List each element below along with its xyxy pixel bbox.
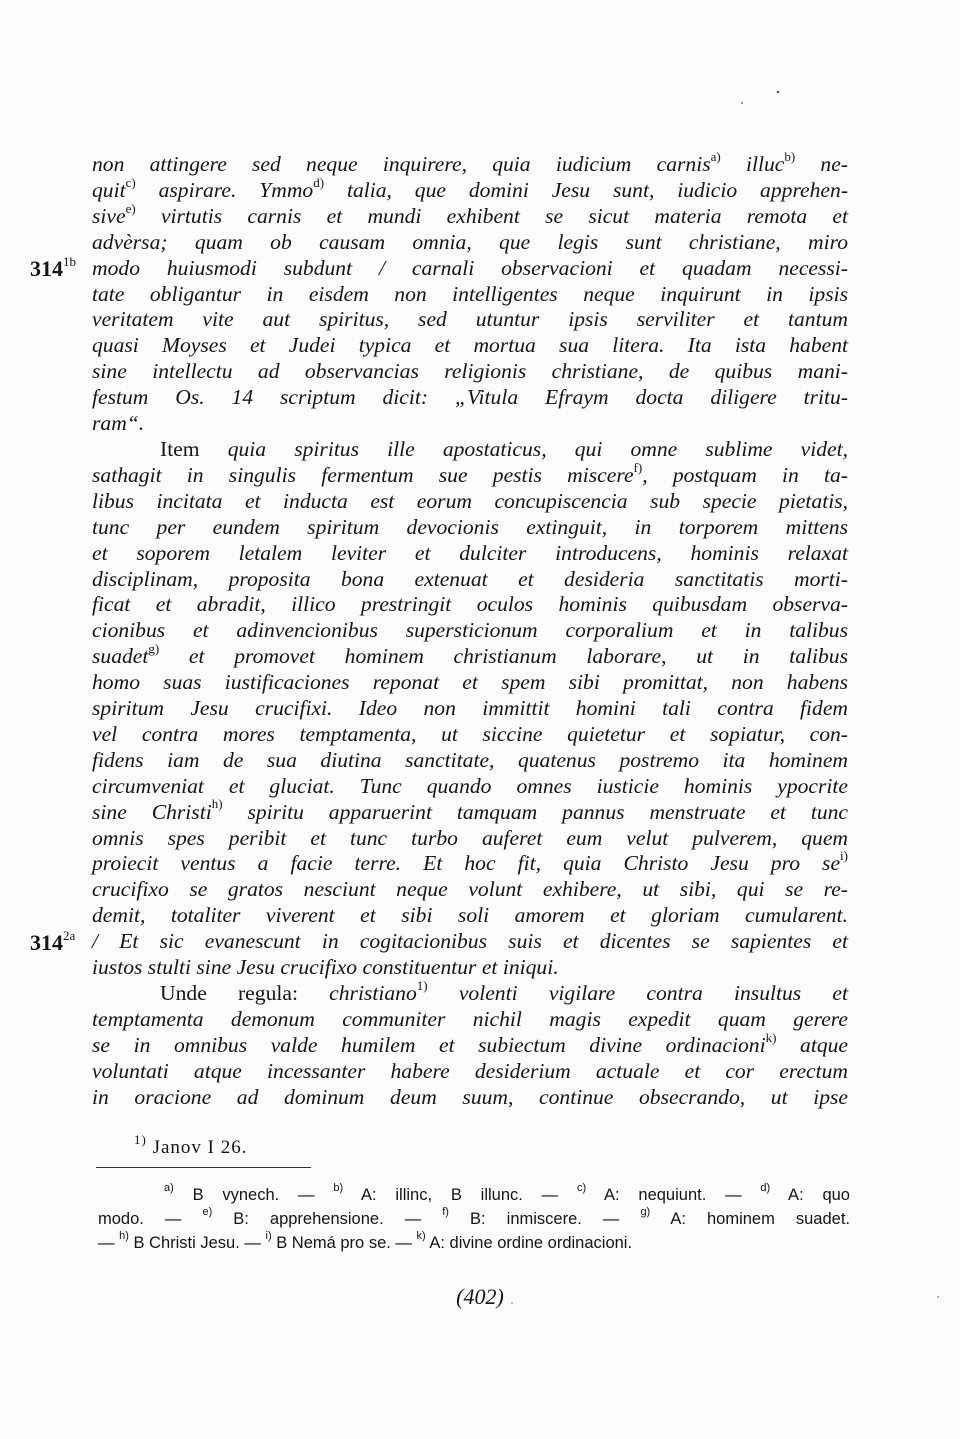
text-line: spiritum Jesu crucifixi. Ideo non immittit homini tali contra fidem xyxy=(92,696,848,721)
text-line: demit, totaliter viverent et sibi soli amorem et gloriam cumularent. xyxy=(92,903,848,928)
text-line: festum Os. 14 scriptum dicit: „Vitula Efraym docta diligere tritu- xyxy=(92,385,848,410)
text-line: suadet$^{g)}$ et promovet hominem christianum laborare, ut in talibus xyxy=(92,641,848,669)
footnote-line: modo. — $^{e)}$ B: apprehensione. — $^{f)}$ B: inmiscere. — $^{g)}$ A: hominem suadet. xyxy=(98,1205,851,1228)
text-line: omnis spes peribit et tunc turbo auferet eum velut pulverem, quem xyxy=(92,825,848,850)
text-line: ram“. xyxy=(92,411,145,436)
text-line: advèrsa; quam ob causam omnia, que legis sunt christiane, miro xyxy=(92,229,848,254)
text-line: tate obligantur in eisdem non intelligentes neque inquirunt in ipsis xyxy=(92,281,848,306)
text-line: cionibus et adinvencionibus supersticionum corporalium et in talibus xyxy=(92,618,848,643)
text-line: Unde regula: christiano$^{1)}$ volenti vigilare contra insultus et xyxy=(160,977,849,1005)
text-line: circumveniat et gluciat. Tunc quando omnes iusticie hominis ypocrite xyxy=(92,773,848,798)
text-line: vel contra mores temptamenta, ut siccine quietetur et sopiatur, con- xyxy=(92,721,848,746)
text-line: tunc per eundem spiritum devocionis extinguit, in torporem mittens xyxy=(92,514,848,539)
text-line: quasi Moyses et Judei typica et mortua sua litera. Ita ista habent xyxy=(92,333,848,358)
source-note: $^{1)}$ Janov I 26. xyxy=(134,1131,248,1158)
text-line: homo suas iustificaciones reponat et spem sibi promittat, non habens xyxy=(92,670,848,695)
text-line: se in omnibus valde humilem et subiectum divine ordinacioni$^{k)}$ atque xyxy=(92,1029,849,1057)
footnote-line: — $^{h)}$ B Christi Jesu. — $^{i)}$ B Nemá pro se. — $^{k)}$ A: divine ordine ordinacioni. xyxy=(98,1229,633,1252)
text-line: in oracione ad dominum deum suum, continue obsecrando, ut ipse xyxy=(92,1084,848,1109)
text-line: ficat et abradit, illico prestringit oculos hominis quibusdam observa- xyxy=(92,592,848,617)
text-line: voluntati atque incessanter habere desiderium actuale et cor erectum xyxy=(92,1058,848,1083)
margin-reference: $314^{1b}$ xyxy=(30,253,76,281)
text-line: proiecit ventus a facie terre. Et hoc fit, quia Christo Jesu pro $se^{i)}$ xyxy=(92,848,848,876)
text-line: quit$^{c)}$ aspirare. Ymmo$^{d)}$ talia, que domini Jesu sunt, iudicio apprehen- xyxy=(92,174,849,202)
text-line: non attingere sed neque inquirere, quia iudicium carnis$^{a)}$ illuc$^{b)}$ ne- xyxy=(92,148,848,176)
text-line: sine intellectu ad observancias religionis christiane, de quibus mani- xyxy=(92,359,848,384)
text-line: veritatem vite aut spiritus, sed utuntur ipsis serviliter et tantum xyxy=(92,307,848,332)
text-line: iustos stulti sine Jesu crucifixo constituentur et iniqui. xyxy=(92,955,559,980)
footnote-line: $^{a)}$ B vynech. — $^{b)}$ A: illinc, B illunc. — $^{c)}$ A: nequiunt. — $^{d)}$ A: quo xyxy=(164,1181,850,1204)
text-line: libus incitata et inducta est eorum concupiscencia sub specie pietatis, xyxy=(92,488,848,513)
text-line: Item quia spiritus ille apostaticus, qui omne sublime videt, xyxy=(160,436,848,461)
text-line: modo huiusmodi subdunt / carnali observacioni et quadam necessi- xyxy=(92,255,848,280)
text-line: sive$^{e)}$ virtutis carnis et mundi exhibent se sicut materia remota et xyxy=(92,200,848,228)
text-line: disciplinam, proposita bona extenuat et desideria sanctitatis morti- xyxy=(92,566,848,591)
text-line: / Et sic evanescunt in cogitacionibus suis et dicentes se sapientes et xyxy=(92,929,848,954)
text-line: crucifixo se gratos nesciunt neque volunt exhibere, ut sibi, qui se re- xyxy=(92,877,848,902)
margin-reference: $314^{2a}$ xyxy=(30,927,76,955)
text-line: fidens iam de sua diutina sanctitate, quatenus postremo ita hominem xyxy=(92,747,848,772)
text-line: temptamenta demonum communiter nichil magis expedit quam gerere xyxy=(92,1006,848,1031)
text-line: et soporem letalem leviter et dulciter introducens, hominis relaxat xyxy=(92,540,848,565)
text-line: sine Christi$^{h)}$ spiritu apparuerint tamquam pannus menstruate et tunc xyxy=(92,796,848,824)
text-line: sathagit in singulis fermentum sue pestis miscere$^{f)}$, postquam in ta- xyxy=(92,459,848,487)
page-number: (402) xyxy=(456,1284,504,1309)
